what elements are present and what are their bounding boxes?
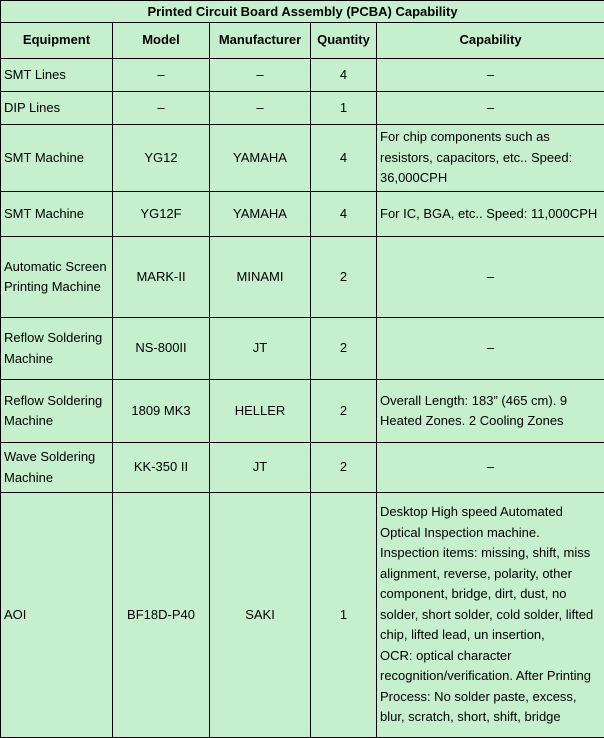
cell-quantity: 2 xyxy=(311,443,377,493)
cell-equipment: AOI xyxy=(1,493,113,738)
header-capability: Capability xyxy=(377,23,604,59)
cell-model: – xyxy=(113,92,210,125)
cell-manufacturer: MINAMI xyxy=(210,237,311,318)
cell-model: MARK-II xyxy=(113,237,210,318)
cell-capability: – xyxy=(377,237,604,318)
header-quantity: Quantity xyxy=(311,23,377,59)
cell-model: NS-800II xyxy=(113,318,210,380)
cell-quantity: 2 xyxy=(311,380,377,443)
cell-manufacturer: YAMAHA xyxy=(210,125,311,192)
cell-equipment: Wave Soldering Machine xyxy=(1,443,113,493)
table-row xyxy=(1,443,604,493)
cell-manufacturer: JT xyxy=(210,443,311,493)
cell-model: BF18D-P40 xyxy=(113,493,210,738)
table-title: Printed Circuit Board Assembly (PCBA) Capability xyxy=(1,1,604,23)
header-equipment: Equipment xyxy=(1,23,113,59)
header-manufacturer: Manufacturer xyxy=(210,23,311,59)
cell-quantity: 2 xyxy=(311,237,377,318)
cell-equipment: Reflow Soldering Machine xyxy=(1,318,113,380)
cell-manufacturer: JT xyxy=(210,318,311,380)
table-row xyxy=(1,92,604,125)
cell-capability: For IC, BGA, etc.. Speed: 11,000CPH xyxy=(377,192,604,237)
cell-manufacturer: YAMAHA xyxy=(210,192,311,237)
header-model: Model xyxy=(113,23,210,59)
cell-capability: Overall Length: 183” (465 cm). 9 Heated Zones. 2 Cooling Zones xyxy=(377,380,604,443)
cell-capability: Desktop High speed Automated Optical Inspection machine. Inspection items: missing, shift, miss alignment, reverse, polarity, other component, bridge, dirt, dust, no solder, short solder, cold solder, lifted chip, lifted lead, un insertion, OCR: optical character recognition/verification. After Printing Process: No solder paste, excess, blur, scratch, short, shift, bridge xyxy=(377,493,604,738)
cell-manufacturer: SAKI xyxy=(210,493,311,738)
cell-equipment: DIP Lines xyxy=(1,92,113,125)
cell-quantity: 4 xyxy=(311,59,377,92)
table-row xyxy=(1,125,604,192)
cell-equipment: Automatic Screen Printing Machine xyxy=(1,237,113,318)
table-row xyxy=(1,192,604,237)
table-row xyxy=(1,237,604,318)
cell-capability: – xyxy=(377,92,604,125)
cell-model: KK-350 II xyxy=(113,443,210,493)
cell-manufacturer: – xyxy=(210,92,311,125)
cell-quantity: 2 xyxy=(311,318,377,380)
cell-manufacturer: – xyxy=(210,59,311,92)
table-row xyxy=(1,380,604,443)
cell-capability: For chip components such as resistors, capacitors, etc.. Speed: 36,000CPH xyxy=(377,125,604,192)
table-row xyxy=(1,59,604,92)
cell-model: YG12F xyxy=(113,192,210,237)
cell-capability: – xyxy=(377,318,604,380)
cell-quantity: 1 xyxy=(311,92,377,125)
cell-quantity: 4 xyxy=(311,125,377,192)
cell-equipment: SMT Lines xyxy=(1,59,113,92)
cell-equipment: SMT Machine xyxy=(1,192,113,237)
table-row xyxy=(1,493,604,738)
table-row xyxy=(1,318,604,380)
header-row xyxy=(1,23,604,59)
cell-capability: – xyxy=(377,59,604,92)
cell-capability: – xyxy=(377,443,604,493)
cell-equipment: Reflow Soldering Machine xyxy=(1,380,113,443)
cell-quantity: 4 xyxy=(311,192,377,237)
cell-quantity: 1 xyxy=(311,493,377,738)
cell-model: 1809 MK3 xyxy=(113,380,210,443)
cell-equipment: SMT Machine xyxy=(1,125,113,192)
cell-model: YG12 xyxy=(113,125,210,192)
cell-manufacturer: HELLER xyxy=(210,380,311,443)
cell-model: – xyxy=(113,59,210,92)
